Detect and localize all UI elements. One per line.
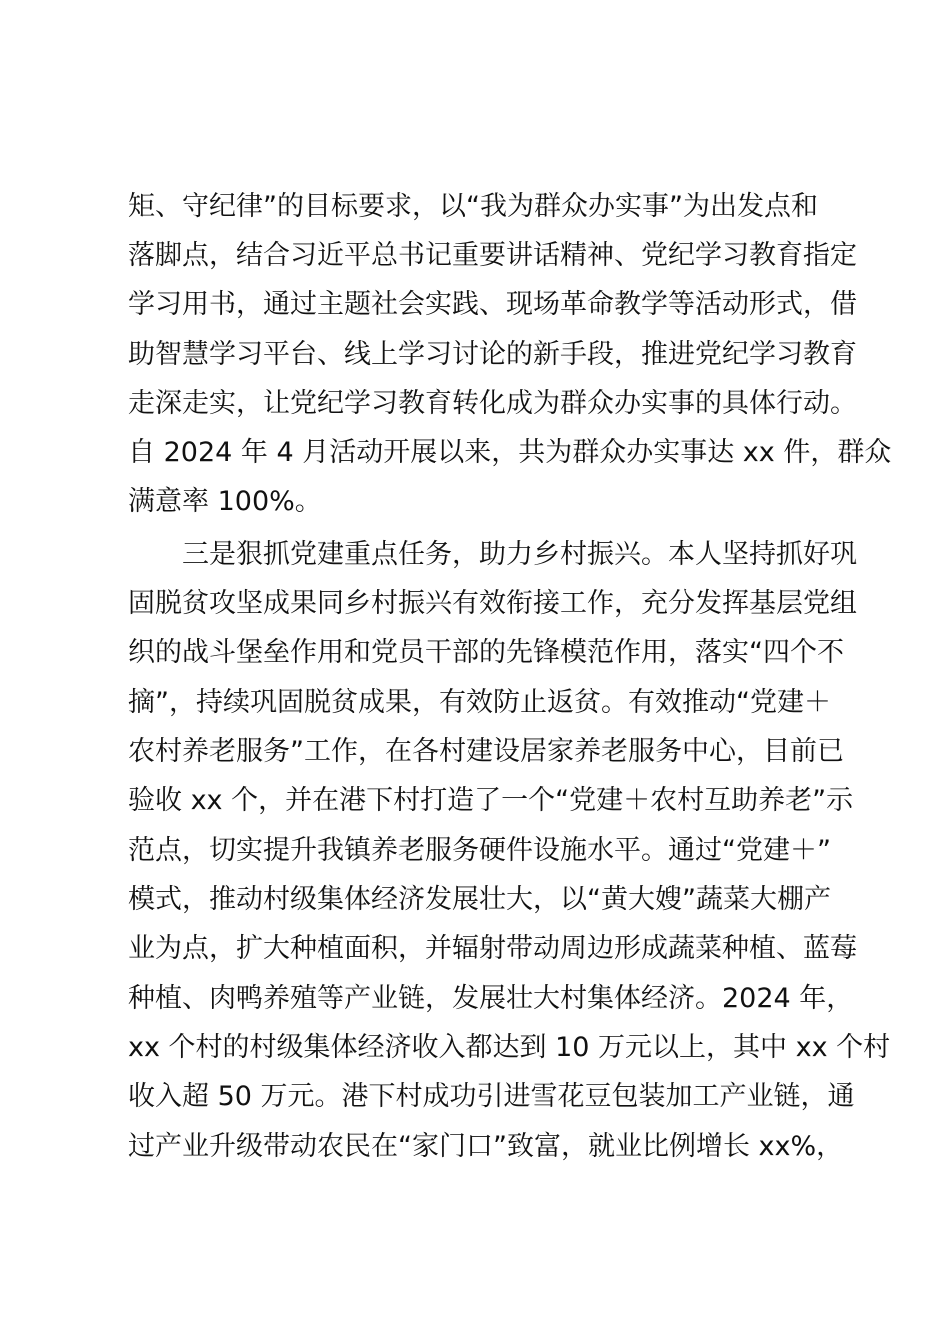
- text-line: 助智慧学习平台、线上学习讨论的新手段，推进党纪学习教育: [128, 339, 857, 370]
- text-line: 走深走实，让党纪学习教育转化成为群众办实事的具体行动。: [128, 388, 857, 419]
- text-line: xx 个村的村级集体经济收入都达到 10 万元以上，其中 xx 个村: [128, 1032, 891, 1063]
- text-line: 验收 xx 个，并在港下村打造了一个“党建＋农村互助养老”示: [128, 785, 854, 816]
- text-line: 模式，推动村级集体经济发展壮大，以“黄大嫂”蔬菜大棚产: [128, 884, 831, 915]
- text-line: 范点，切实提升我镇养老服务硬件设施水平。通过“党建＋”: [128, 835, 831, 866]
- text-line: 种植、肉鸭养殖等产业链，发展壮大村集体经济。2024 年，: [128, 983, 854, 1014]
- text-line: 满意率 100%。: [128, 486, 322, 517]
- text-line: 织的战斗堡垒作用和党员干部的先锋模范作用，落实“四个不: [128, 637, 844, 668]
- text-line: 学习用书，通过主题社会实践、现场革命教学等活动形式，借: [128, 289, 857, 320]
- text-line: 落脚点，结合习近平总书记重要讲话精神、党纪学习教育指定: [128, 240, 857, 271]
- text-line: 矩、守纪律”的目标要求，以“我为群众办实事”为出发点和: [128, 191, 818, 222]
- text-line: 收入超 50 万元。港下村成功引进雪花豆包装加工产业链，通: [128, 1081, 855, 1112]
- text-line: 固脱贫攻坚成果同乡村振兴有效衔接工作，充分发挥基层党组: [128, 588, 857, 619]
- text-line: 农村养老服务”工作，在各村建设居家养老服务中心，目前已: [128, 736, 844, 767]
- text-line: 过产业升级带动农民在“家门口”致富，就业比例增长 xx%，: [128, 1131, 844, 1162]
- text-line: 业为点，扩大种植面积，并辐射带动周边形成蔬菜种植、蓝莓: [128, 933, 857, 964]
- text-line: 自 2024 年 4 月活动开展以来，共为群众办实事达 xx 件，群众: [128, 437, 892, 468]
- text-line: 三是狠抓党建重点任务，助力乡村振兴。本人坚持抓好巩: [182, 539, 857, 570]
- text-line: 摘”，持续巩固脱贫成果，有效防止返贫。有效推动“党建＋: [128, 687, 831, 718]
